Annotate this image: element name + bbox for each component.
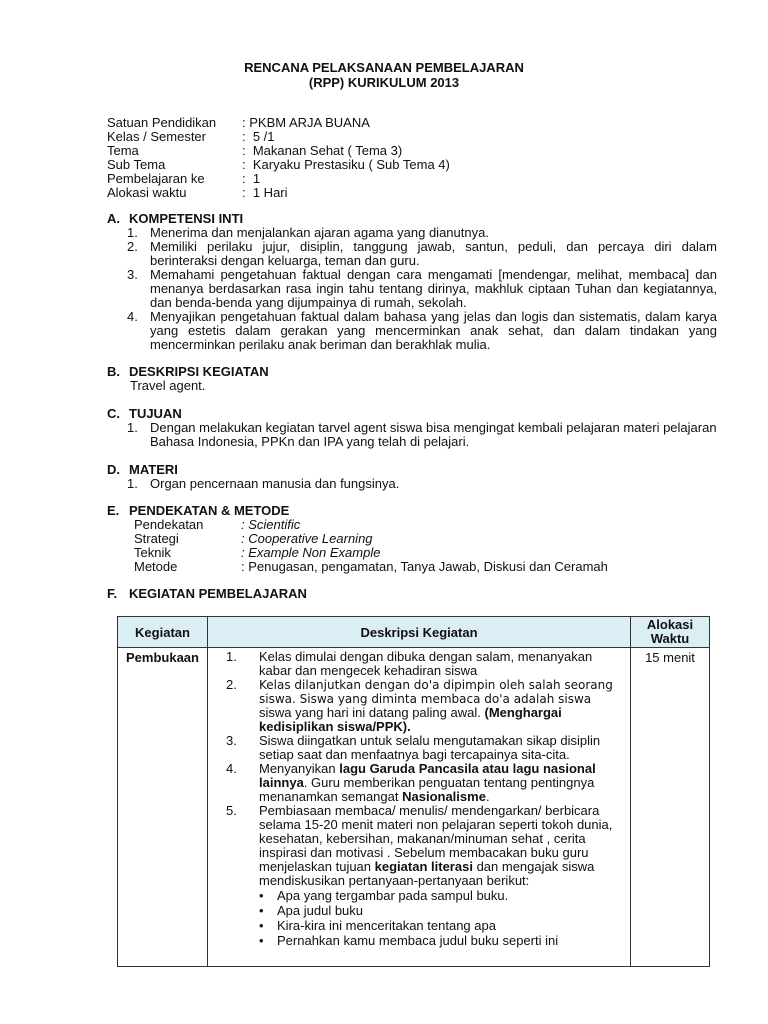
header-deskripsi: Deskripsi Kegiatan bbox=[208, 617, 631, 648]
info-value: : Karyaku Prestasiku ( Sub Tema 4) bbox=[242, 157, 450, 172]
method-row: Metode : Penugasan, pengamatan, Tanya Jawab, Diskusi dan Ceramah bbox=[134, 559, 608, 574]
info-value: : 5 /1 bbox=[242, 129, 275, 144]
info-value: : 1 bbox=[242, 171, 261, 186]
activity-item: 3. Siswa diingatkan untuk selalu mengutamakan sikap disiplin setiap saat dan menfaatnya bagi tercapainya sita-cita. bbox=[226, 733, 601, 762]
info-label: Sub Tema bbox=[107, 157, 166, 172]
section-pendekatan-metode bbox=[107, 504, 717, 574]
info-value: : Makanan Sehat ( Tema 3) bbox=[242, 143, 403, 158]
method-row: Strategi : Cooperative Learning bbox=[134, 531, 373, 546]
activity-item: 2. Kelas dilanjutkan dengan do'a dipimpin oleh salah seorang siswa. Siswa yang diminta membaca do'a adalah siswa siswa yang hari ini datang paling awal. (Menghargai kedisiplikan siswa/PPK). bbox=[226, 677, 613, 734]
list-item: 2. Memiliki perilaku jujur, disiplin, tanggung jawab, santun, peduli, dan percaya diri dalam berinteraksi dengan keluarga, teman dan guru. bbox=[127, 239, 717, 268]
info-label: Pembelajaran ke bbox=[107, 171, 205, 186]
list-item: 1. Dengan melakukan kegiatan tarvel agent siswa bisa mengingat kembali pelajaran materi pelajaran Bahasa Indonesia, PPKn dan IPA yang telah di pelajari. bbox=[127, 420, 717, 449]
cell-kegiatan: Pembukaan bbox=[118, 648, 208, 967]
activity-table bbox=[117, 616, 710, 967]
header-alokasi: Alokasi Waktu bbox=[631, 617, 710, 648]
section-heading: A. KOMPETENSI INTI bbox=[107, 211, 244, 226]
info-label: Kelas / Semester bbox=[107, 129, 206, 144]
info-row bbox=[107, 116, 450, 130]
list-item: • Apa judul buku bbox=[259, 903, 364, 918]
activity-item: 1. Kelas dimulai dengan dibuka dengan salam, menanyakan kabar dan mengecek kehadiran siswa bbox=[226, 649, 593, 678]
info-row bbox=[107, 158, 450, 172]
info-row bbox=[107, 172, 450, 186]
section-deskripsi-kegiatan bbox=[107, 365, 717, 393]
section-heading: C. TUJUAN bbox=[107, 406, 182, 421]
activity-item: 5. Pembiasaan membaca/ menulis/ mendengarkan/ berbicara selama 15-20 menit materi non pelajaran seperti tokoh dunia, kesehatan, kebersihan, makanan/minuman sehat , cerita inspirasi dan motivasi . Sebelum membacakan buku guru menjelaskan tujuan kegiatan literasi dan mengajak siswa mendiskusikan pertanyaan-pertanyaan berikut: bbox=[226, 803, 613, 888]
identity-block bbox=[107, 116, 450, 200]
section-materi bbox=[107, 463, 717, 491]
list-item: • Kira-kira ini menceritakan tentang apa bbox=[259, 918, 496, 933]
bullet-icon: • bbox=[259, 888, 264, 903]
section-heading: E. PENDEKATAN & METODE bbox=[107, 503, 290, 518]
info-row bbox=[107, 186, 450, 200]
section-kegiatan-pembelajaran bbox=[107, 587, 717, 601]
info-label: Tema bbox=[107, 143, 139, 158]
section-tujuan bbox=[107, 407, 717, 449]
question-list bbox=[216, 888, 622, 948]
method-row: Teknik : Example Non Example bbox=[134, 545, 381, 560]
cell-alokasi: 15 menit bbox=[631, 648, 710, 967]
info-row bbox=[107, 130, 450, 144]
info-value: : 1 Hari bbox=[242, 185, 288, 200]
list-item: • Pernahkan kamu membaca judul buku seperti ini bbox=[259, 933, 559, 948]
info-row bbox=[107, 144, 450, 158]
section-heading: B. DESKRIPSI KEGIATAN bbox=[107, 364, 269, 379]
document-title-line-2: (RPP) KURIKULUM 2013 bbox=[308, 75, 460, 90]
list-item: 1. Menerima dan menjalankan ajaran agama yang dianutnya. bbox=[127, 225, 489, 240]
cell-deskripsi bbox=[208, 648, 631, 967]
activity-item: 4. Menyanyikan lagu Garuda Pancasila atau lagu nasional lainnya. Guru memberikan penguatan tentang pentingnya menanamkan semangat Nasionalisme. bbox=[226, 761, 596, 804]
bullet-icon: • bbox=[259, 918, 264, 933]
section-heading: F. KEGIATAN PEMBELAJARAN bbox=[107, 586, 307, 601]
method-row: Pendekatan : Scientific bbox=[134, 517, 301, 532]
info-label: Alokasi waktu bbox=[107, 185, 187, 200]
section-text: Travel agent. bbox=[130, 378, 206, 393]
header-kegiatan: Kegiatan bbox=[118, 617, 208, 648]
section-heading: D. MATERI bbox=[107, 462, 178, 477]
document-title-line-1: RENCANA PELAKSANAAN PEMBELAJARAN bbox=[244, 60, 524, 75]
table-row bbox=[118, 648, 710, 967]
bullet-icon: • bbox=[259, 903, 264, 918]
list-item: 1. Organ pencernaan manusia dan fungsinya. bbox=[127, 476, 400, 491]
info-value: : PKBM ARJA BUANA bbox=[242, 115, 370, 130]
bullet-icon: • bbox=[259, 933, 264, 948]
info-label: Satuan Pendidikan bbox=[107, 115, 217, 130]
section-kompetensi-inti bbox=[107, 212, 717, 352]
list-item: 4. Menyajikan pengetahuan faktual dalam bahasa yang jelas dan logis dan sistematis, dalam karya yang estetis dalam gerakan yang mencerminkan anak sehat, dan dalam tindakan yang mencerminkan perilaku anak beriman dan berakhlak mulia. bbox=[127, 309, 717, 352]
list-item: • Apa yang tergambar pada sampul buku. bbox=[259, 888, 509, 903]
table-header-row bbox=[118, 617, 710, 648]
list-item: 3. Memahami pengetahuan faktual dengan cara mengamati [mendengar, melihat, membaca] dan menanya berdasarkan rasa ingin tahu tentang dirinya, makhluk ciptaan Tuhan dan kegiatannya, dan benda-benda yang dijumpainya di rumah, sekolah. bbox=[127, 267, 717, 310]
